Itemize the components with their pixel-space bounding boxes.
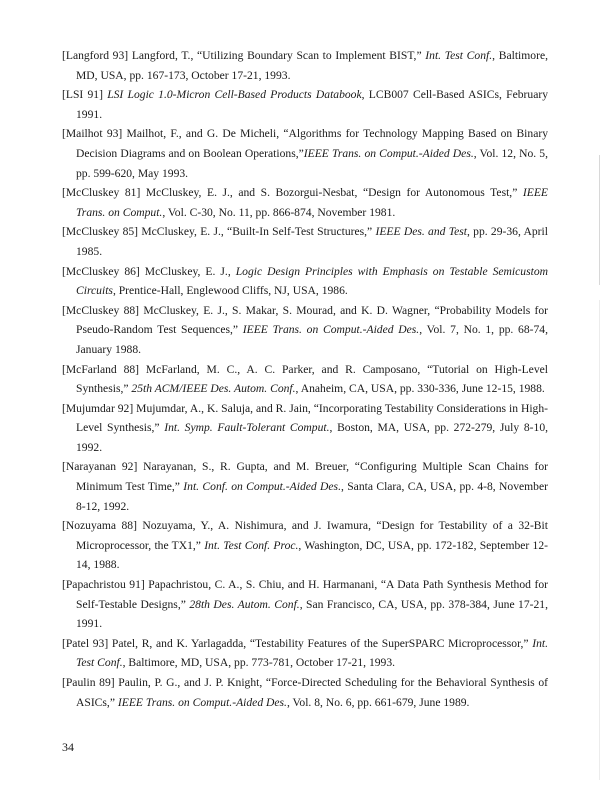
reference-text: [Langford 93] Langford, T., “Utilizing Boundary Scan to Implement BIST,” xyxy=(62,49,426,62)
reference-entry xyxy=(62,222,548,261)
reference-source-title: 25th ACM/IEEE Des. Autom. Conf. xyxy=(131,382,296,396)
reference-source-title: Int. Test Conf. xyxy=(425,49,493,62)
reference-entry xyxy=(62,399,548,458)
reference-text: , Boston, MA, USA, pp. 272-279, July 8-10, 1992. xyxy=(76,421,549,454)
reference-text: [Nozuyama 88] Nozuyama, Y., A. Nishimura, and J. Iwamura, “Design for Testability of a 32-Bit Microprocessor, the TX1,” xyxy=(62,519,548,552)
reference-source-title: Int. Symp. Fault-Tolerant Comput. xyxy=(164,421,330,435)
reference-text: , pp. 29-36, April 1985. xyxy=(76,225,548,258)
reference-text: , Washington, DC, USA, pp. 172-182, September 12-14, 1988. xyxy=(76,538,548,572)
scan-margin-line-lower xyxy=(599,300,600,780)
reference-text: , Vol. C-30, No. 11, pp. 866-874, November 1981. xyxy=(162,205,396,219)
reference-text: [McCluskey 86] McCluskey, E. J., xyxy=(62,264,236,278)
reference-text: [Patel 93] Patel, R, and K. Yarlagadda, “Testability Features of the SuperSPARC Microprocessor,” xyxy=(62,636,533,650)
reference-text: , Baltimore, MD, USA, pp. 167-173, October 17-21, 1993. xyxy=(76,49,548,82)
reference-text: [Mailhot 93] Mailhot, F., and G. De Micheli, “Algorithms for Technology Mapping Based on Binary Decision Diagrams and on Boolean Operations,” xyxy=(62,127,548,160)
reference-entry xyxy=(62,262,548,301)
reference-entry xyxy=(62,360,548,399)
reference-entry xyxy=(62,516,548,575)
reference-text: [Narayanan 92] Narayanan, S., R. Gupta, and M. Breuer, “Configuring Multiple Scan Chains for Minimum Test Time,” xyxy=(62,460,548,494)
reference-text: [LSI 91] xyxy=(62,88,108,102)
reference-text: [Papachristou 91] Papachristou, C. A., S. Chiu, and H. Harmanani, “A Data Path Synthesis Method for Self-Testable Designs,” xyxy=(62,578,548,611)
reference-text: , Vol. 12, No. 5, pp. 599-620, May 1993. xyxy=(76,146,548,180)
reference-text: , Santa Clara, CA, USA, pp. 4-8, November 8-12, 1992. xyxy=(76,480,548,513)
reference-source-title: IEEE Trans. on Comput. xyxy=(76,186,548,219)
reference-text: , Vol. 8, No. 6, pp. 661-679, June 1989. xyxy=(286,695,470,709)
reference-text: , San Francisco, CA, USA, pp. 378-384, June 17-21, 1991. xyxy=(76,597,549,631)
reference-text: [McCluskey 85] McCluskey, E. J., “Built-In Self-Test Structures,” xyxy=(62,225,376,239)
reference-entry xyxy=(62,457,548,516)
reference-source-title: IEEE Trans. on Comput.-Aided Des. xyxy=(117,695,287,709)
reference-text: [Paulin 89] Paulin, P. G., and J. P. Knight, “Force-Directed Scheduling for the Behavioral Synthesis of ASICs,” xyxy=(62,676,548,709)
page-number: 34 xyxy=(62,740,74,754)
reference-text: [McFarland 88] McFarland, M. C., A. C. Parker, and R. Camposano, “Tutorial on High-Level Synthesis,” xyxy=(62,362,548,396)
reference-entry xyxy=(62,183,548,222)
reference-source-title: Int. Conf. on Comput.-Aided Des. xyxy=(183,480,341,494)
reference-source-title: LSI Logic 1.0-Micron Cell-Based Products Databook xyxy=(107,88,362,102)
reference-text: , LCB007 Cell-Based ASICs, February 1991. xyxy=(76,88,548,121)
reference-text: , Baltimore, MD, USA, pp. 773-781, October 17-21, 1993. xyxy=(122,656,396,670)
reference-source-title: Int. Test Conf. xyxy=(76,636,548,670)
reference-entry xyxy=(62,575,548,634)
reference-source-title: IEEE Trans. on Comput.-Aided Des. xyxy=(303,146,474,160)
scan-margin-line xyxy=(599,155,600,285)
reference-text: [McCluskey 88] McCluskey, E. J., S. Makar, S. Mourad, and K. D. Wagner, “Probability Models for Pseudo-Random Test Sequences,” xyxy=(62,303,548,337)
reference-entry xyxy=(62,634,548,673)
reference-source-title: 28th Des. Autom. Conf. xyxy=(189,597,300,611)
reference-list xyxy=(62,46,548,712)
reference-source-title: IEEE Des. and Test xyxy=(375,225,467,239)
reference-source-title: Int. Test Conf. Proc. xyxy=(204,538,299,552)
reference-text: , Prentice-Hall, Englewood Cliffs, NJ, USA, 1986. xyxy=(112,284,348,298)
reference-source-title: Logic Design Principles with Emphasis on Testable Semicustom Circuits xyxy=(76,264,548,298)
reference-text: [Mujumdar 92] Mujumdar, A., K. Saluja, and R. Jain, “Incorporating Testability Considerations in High-Level Synthesis,” xyxy=(62,401,548,435)
reference-entry xyxy=(62,673,548,712)
reference-entry xyxy=(62,46,548,85)
reference-text: , Vol. 7, No. 1, pp. 68-74, January 1988. xyxy=(76,323,548,356)
reference-text: [McCluskey 81] McCluskey, E. J., and S. Bozorgui-Nesbat, “Design for Autonomous Test,” xyxy=(62,186,523,200)
reference-entry xyxy=(62,124,548,183)
reference-source-title: IEEE Trans. on Comput.-Aided Des. xyxy=(242,323,420,337)
reference-entry xyxy=(62,301,548,360)
reference-entry xyxy=(62,85,548,124)
reference-text: , Anaheim, CA, USA, pp. 330-336, June 12-15, 1988. xyxy=(295,382,545,396)
